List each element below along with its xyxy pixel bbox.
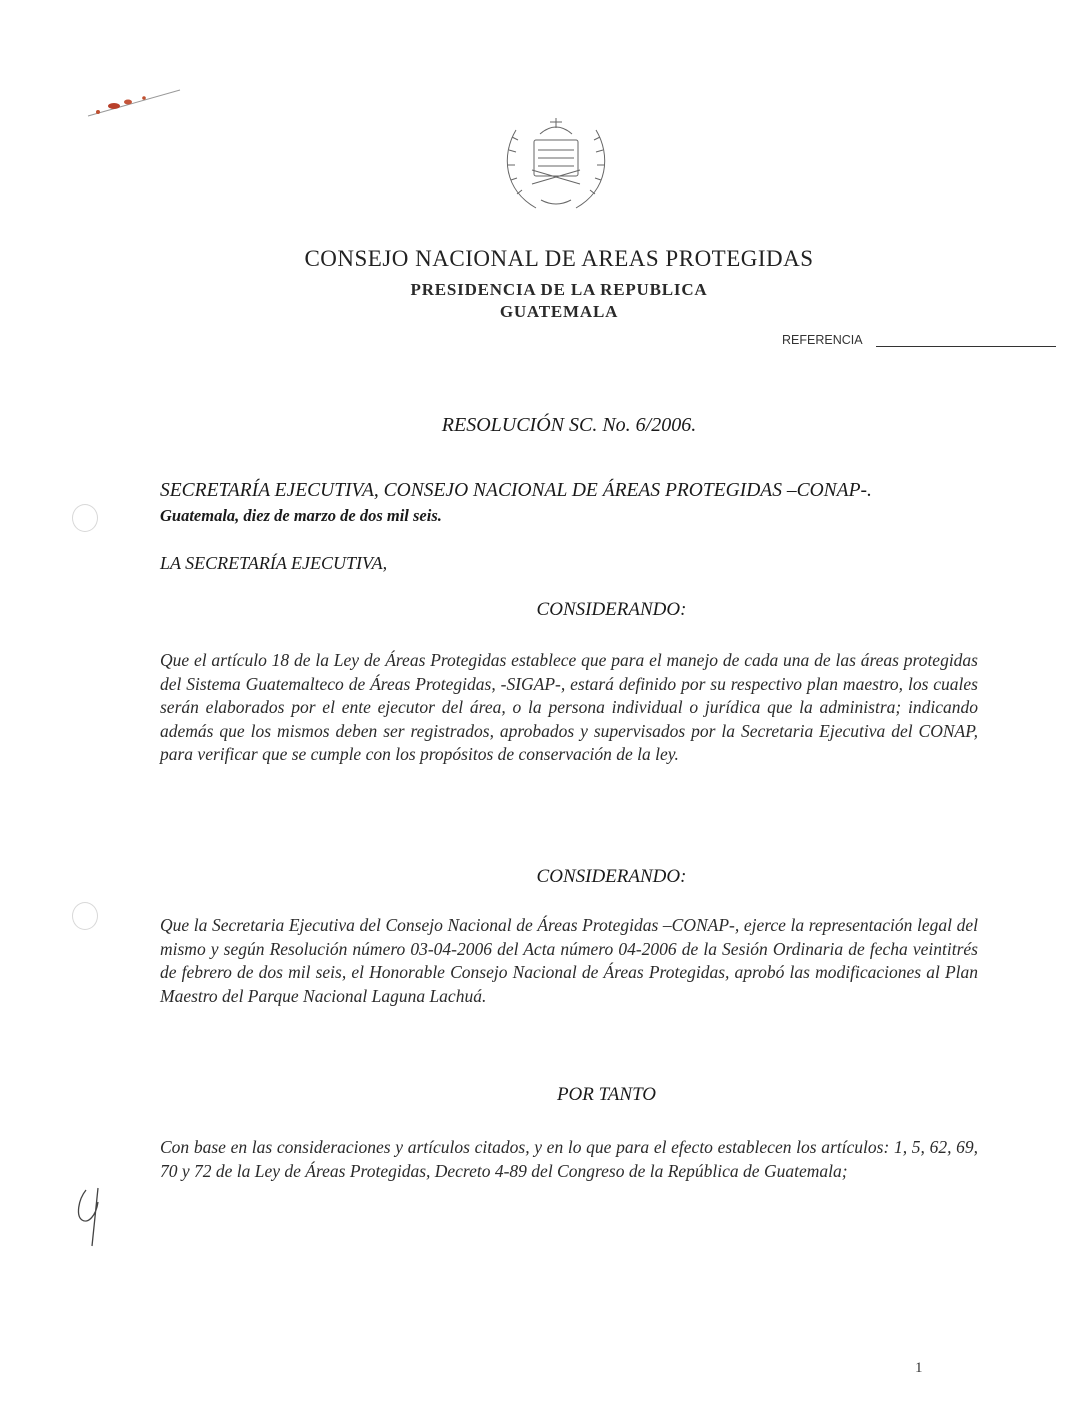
page-number: 1 xyxy=(915,1360,923,1376)
guatemala-coat-of-arms-icon xyxy=(496,110,616,220)
considerando-heading-1: CONSIDERANDO: xyxy=(536,599,687,620)
por-tanto-paragraph: Con base en las consideraciones y artículos citados, y en lo que para el efecto establecen los artículos: 1, 5, 62, 69, 70 y 72 de la Ley de Áreas Protegidas, Decreto 4-89 del Congreso de la República de Guatemala; xyxy=(160,1137,978,1181)
considerando-paragraph-1: Que el artículo 18 de la Ley de Áreas Protegidas establece que para el manejo de cada una de las áreas protegidas del Sistema Guatemalteco de Áreas Protegidas, -SIGAP-, estará definido por su respectivo plan maestro, los cuales serán elaborados por el ente ejecutor del área, o la persona individual o jurídica que la administra; indicando además que los mismos deben ser registrados, aprobados y supervisados por la Secretaria Ejecutiva del CONAP, para verificar que se cumple con los propósitos de conservación de la ley. xyxy=(160,650,978,764)
por-tanto-heading: POR TANTO xyxy=(556,1084,657,1105)
considerando-heading-2: CONSIDERANDO: xyxy=(536,866,687,887)
reference-label: REFERENCIA xyxy=(782,333,863,347)
organization-title: CONSEJO NACIONAL DE AREAS PROTEGIDAS xyxy=(304,246,814,271)
handwritten-number-icon xyxy=(72,1180,122,1250)
punch-hole-mark xyxy=(72,504,98,532)
organization-subtitle: PRESIDENCIA DE LA REPUBLICA xyxy=(410,280,708,299)
organization-country: GUATEMALA xyxy=(499,302,619,321)
reference-line xyxy=(876,346,1056,347)
place-date: Guatemala, diez de marzo de dos mil seis. xyxy=(160,506,442,525)
la-secretaria: LA SECRETARÍA EJECUTIVA, xyxy=(160,553,388,573)
punch-hole-mark xyxy=(72,902,98,930)
red-ink-mark-icon xyxy=(84,84,184,124)
secretaria-line: SECRETARÍA EJECUTIVA, CONSEJO NACIONAL DE ÁREAS PROTEGIDAS –CONAP-. xyxy=(160,480,872,501)
considerando-paragraph-2: Que la Secretaria Ejecutiva del Consejo Nacional de Áreas Protegidas –CONAP-, ejerce la representación legal del mismo y según Resolución número 03-04-2006 del Acta número 04-2006 de la Sesión Ordinaria de fecha veintitrés de febrero de dos mil seis, el Honorable Consejo Nacional de Áreas Protegidas, aprobó las modificaciones al Plan Maestro del Parque Nacional Laguna Lachuá. xyxy=(160,915,978,1006)
resolution-title: RESOLUCIÓN SC. No. 6/2006. xyxy=(441,414,697,436)
